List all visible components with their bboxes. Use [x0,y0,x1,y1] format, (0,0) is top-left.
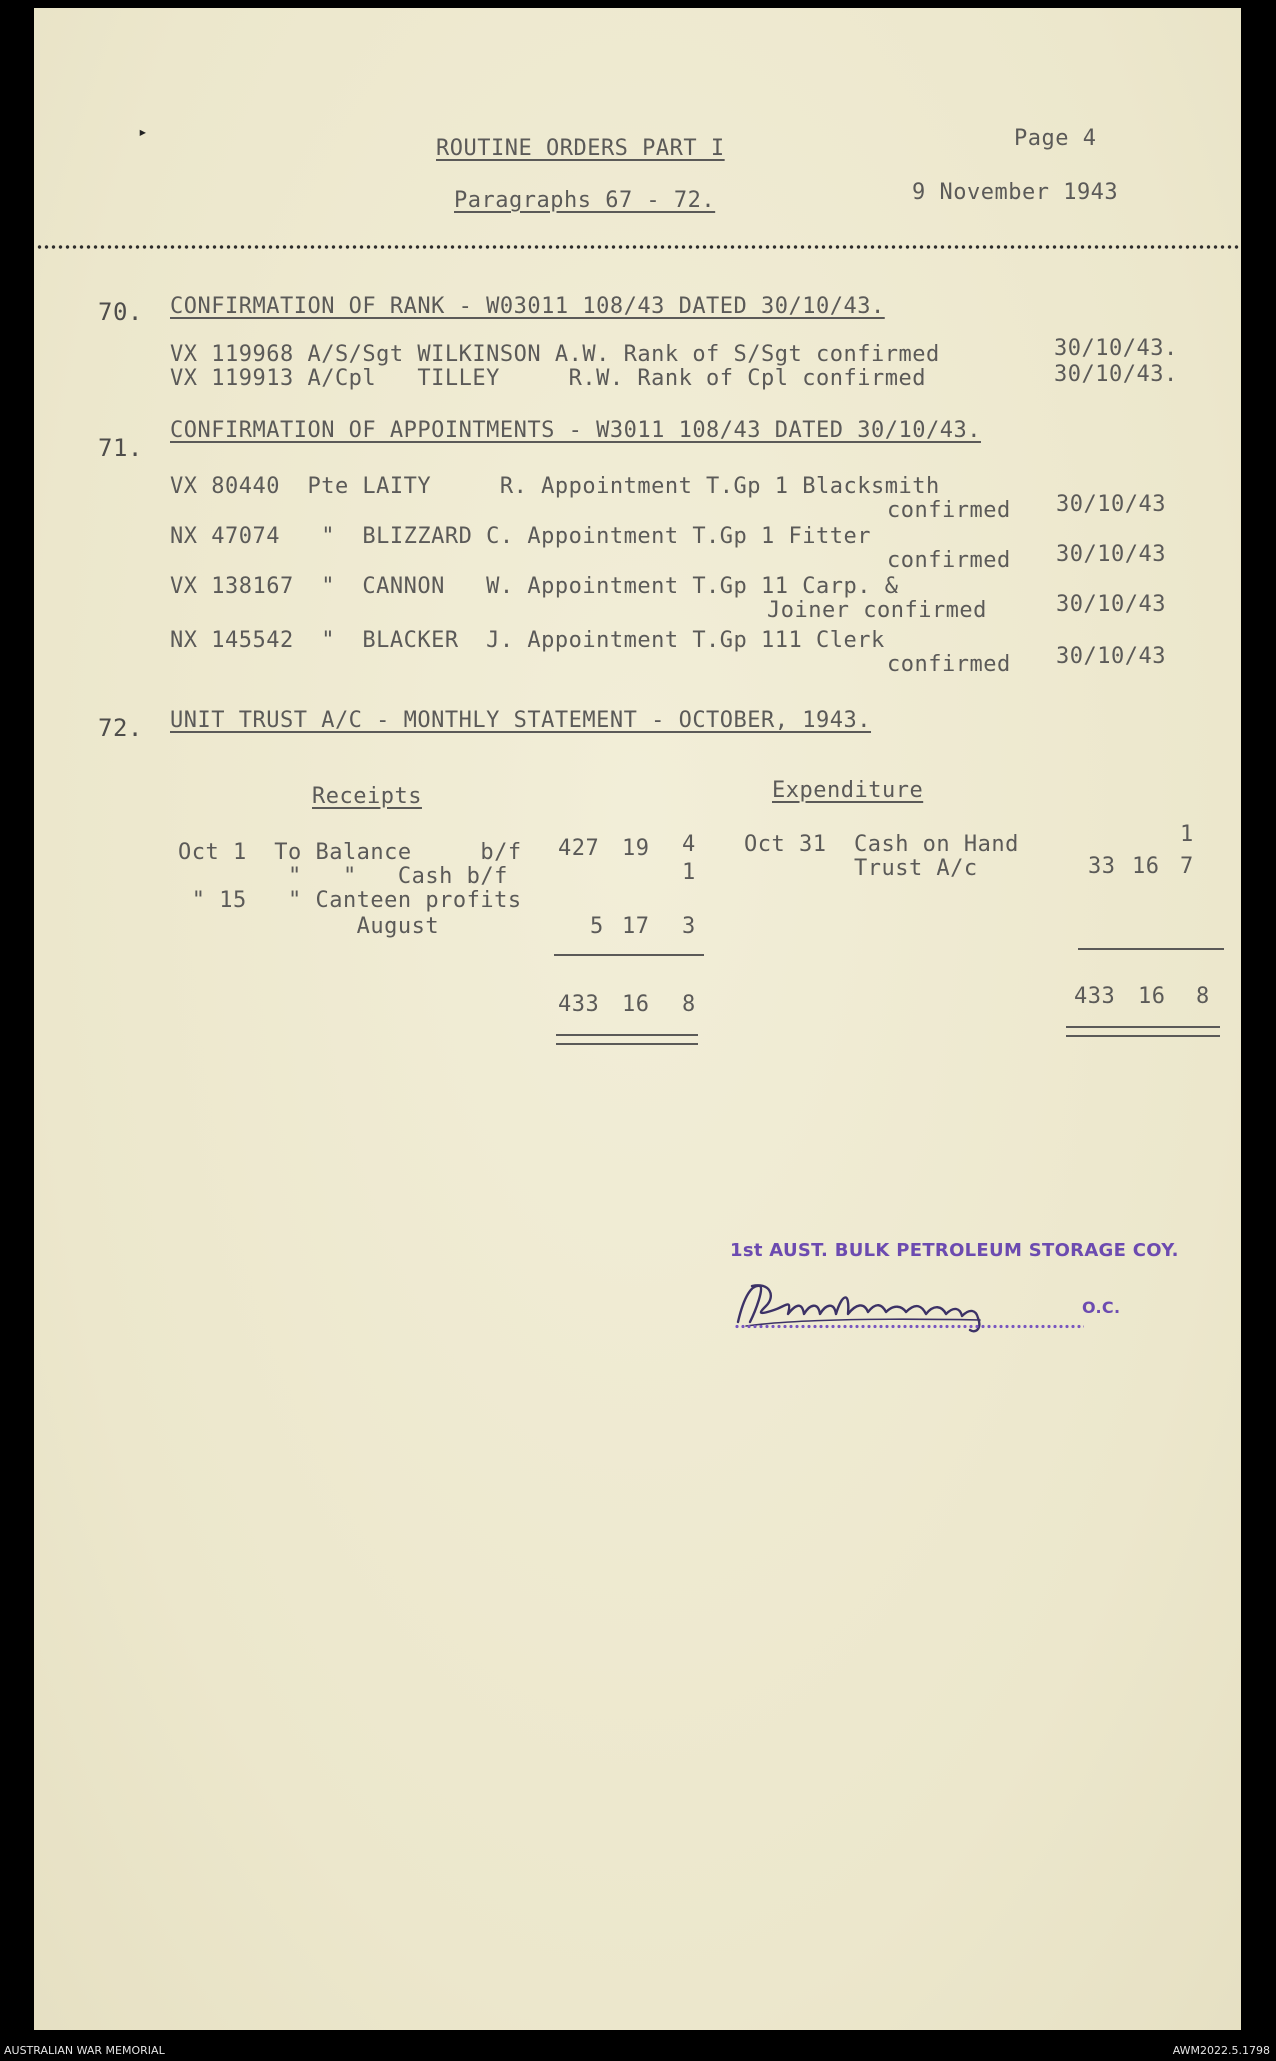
receipt-row-1: Oct 1 To Balance b/f [178,840,522,865]
para71-heading: CONFIRMATION OF APPOINTMENTS - W3011 108/43 DATED 30/10/43. [170,418,981,443]
unit-stamp: 1st AUST. BULK PETROLEUM STORAGE COY. [730,1240,1179,1261]
para71-row-2-date: 30/10/43 [1056,542,1166,567]
document-date: 9 November 1943 [912,180,1119,205]
receipt-row-1-pence: 4 [682,832,696,857]
para71-row-4-date: 30/10/43 [1056,644,1166,669]
expenditure-total-pounds: 433 [1074,984,1116,1009]
receipts-total-double-rule [556,1034,698,1045]
para71-row-3-line2: Joiner confirmed [767,598,987,623]
receipts-total-shillings: 16 [622,992,650,1017]
paragraph-range: Paragraphs 67 - 72. [454,188,716,213]
expenditure-row-2-pence: 7 [1180,854,1194,879]
document-page [34,8,1241,2030]
receipt-row-4-shillings: 17 [622,914,650,939]
document-title: ROUTINE ORDERS PART I [436,136,725,161]
para71-row-2-line2: confirmed [887,548,1011,573]
signature-dotted-line [734,1324,1084,1329]
receipts-sum-rule [554,954,704,956]
expenditure-total-double-rule [1066,1026,1220,1037]
expenditure-sum-rule [1078,948,1224,950]
para71-number: 71. [98,434,143,462]
footer-accession-number: AWM2022.5.1798 [1172,2044,1270,2057]
expenditure-total-pence: 8 [1196,984,1210,1009]
para71-row-2-line1: NX 47074 " BLIZZARD C. Appointment T.Gp 1 Fitter [170,524,872,549]
expenditure-heading: Expenditure [772,778,924,803]
para71-row-3-line1: VX 138167 " CANNON W. Appointment T.Gp 11 Carp. & [170,574,899,599]
page-number: Page 4 [1014,126,1097,151]
receipts-total-pounds: 433 [558,992,600,1017]
para71-row-4-line2: confirmed [887,652,1011,677]
para70-number: 70. [98,298,143,326]
receipt-row-1-shillings: 19 [622,836,650,861]
ink-mark: ▸ [138,122,148,141]
para71-row-1-date: 30/10/43 [1056,492,1166,517]
receipt-row-2: " " Cash b/f [178,864,508,889]
para70-row-1: VX 119968 A/S/Sgt WILKINSON A.W. Rank of S/Sgt confirmed [170,342,940,367]
receipt-row-4-pence: 3 [682,914,696,939]
receipt-row-1-pounds: 427 [558,836,600,861]
expenditure-row-2-pounds: 33 [1088,854,1116,879]
para71-row-1-line1: VX 80440 Pte LAITY R. Appointment T.Gp 1 Blacksmith [170,474,940,499]
expenditure-row-1: Oct 31 Cash on Hand [744,832,1019,857]
expenditure-row-1-pence: 1 [1180,822,1194,847]
expenditure-row-2-shillings: 16 [1132,854,1160,879]
para71-row-3-date: 30/10/43 [1056,592,1166,617]
footer-archive-name: AUSTRALIAN WAR MEMORIAL [4,2044,165,2057]
para71-row-1-line2: confirmed [887,498,1011,523]
para70-heading: CONFIRMATION OF RANK - W03011 108/43 DATED 30/10/43. [170,294,885,319]
receipt-row-3: " 15 " Canteen profits [178,888,522,913]
officer-commanding-label: O.C. [1082,1298,1121,1317]
header-divider [36,244,1239,250]
para70-row-2-date: 30/10/43. [1054,362,1178,387]
para72-heading: UNIT TRUST A/C - MONTHLY STATEMENT - OCTOBER, 1943. [170,708,872,733]
expenditure-total-shillings: 16 [1138,984,1166,1009]
receipts-heading: Receipts [312,784,422,809]
para70-row-1-date: 30/10/43. [1054,336,1178,361]
receipt-row-4: August [178,914,440,939]
receipt-row-4-pounds: 5 [590,914,604,939]
para71-row-4-line1: NX 145542 " BLACKER J. Appointment T.Gp 111 Clerk [170,628,885,653]
para70-row-2: VX 119913 A/Cpl TILLEY R.W. Rank of Cpl confirmed [170,366,926,391]
para72-number: 72. [98,714,143,742]
expenditure-row-2: Trust A/c [744,856,978,881]
receipt-row-2-pence: 1 [682,860,696,885]
receipts-total-pence: 8 [682,992,696,1017]
